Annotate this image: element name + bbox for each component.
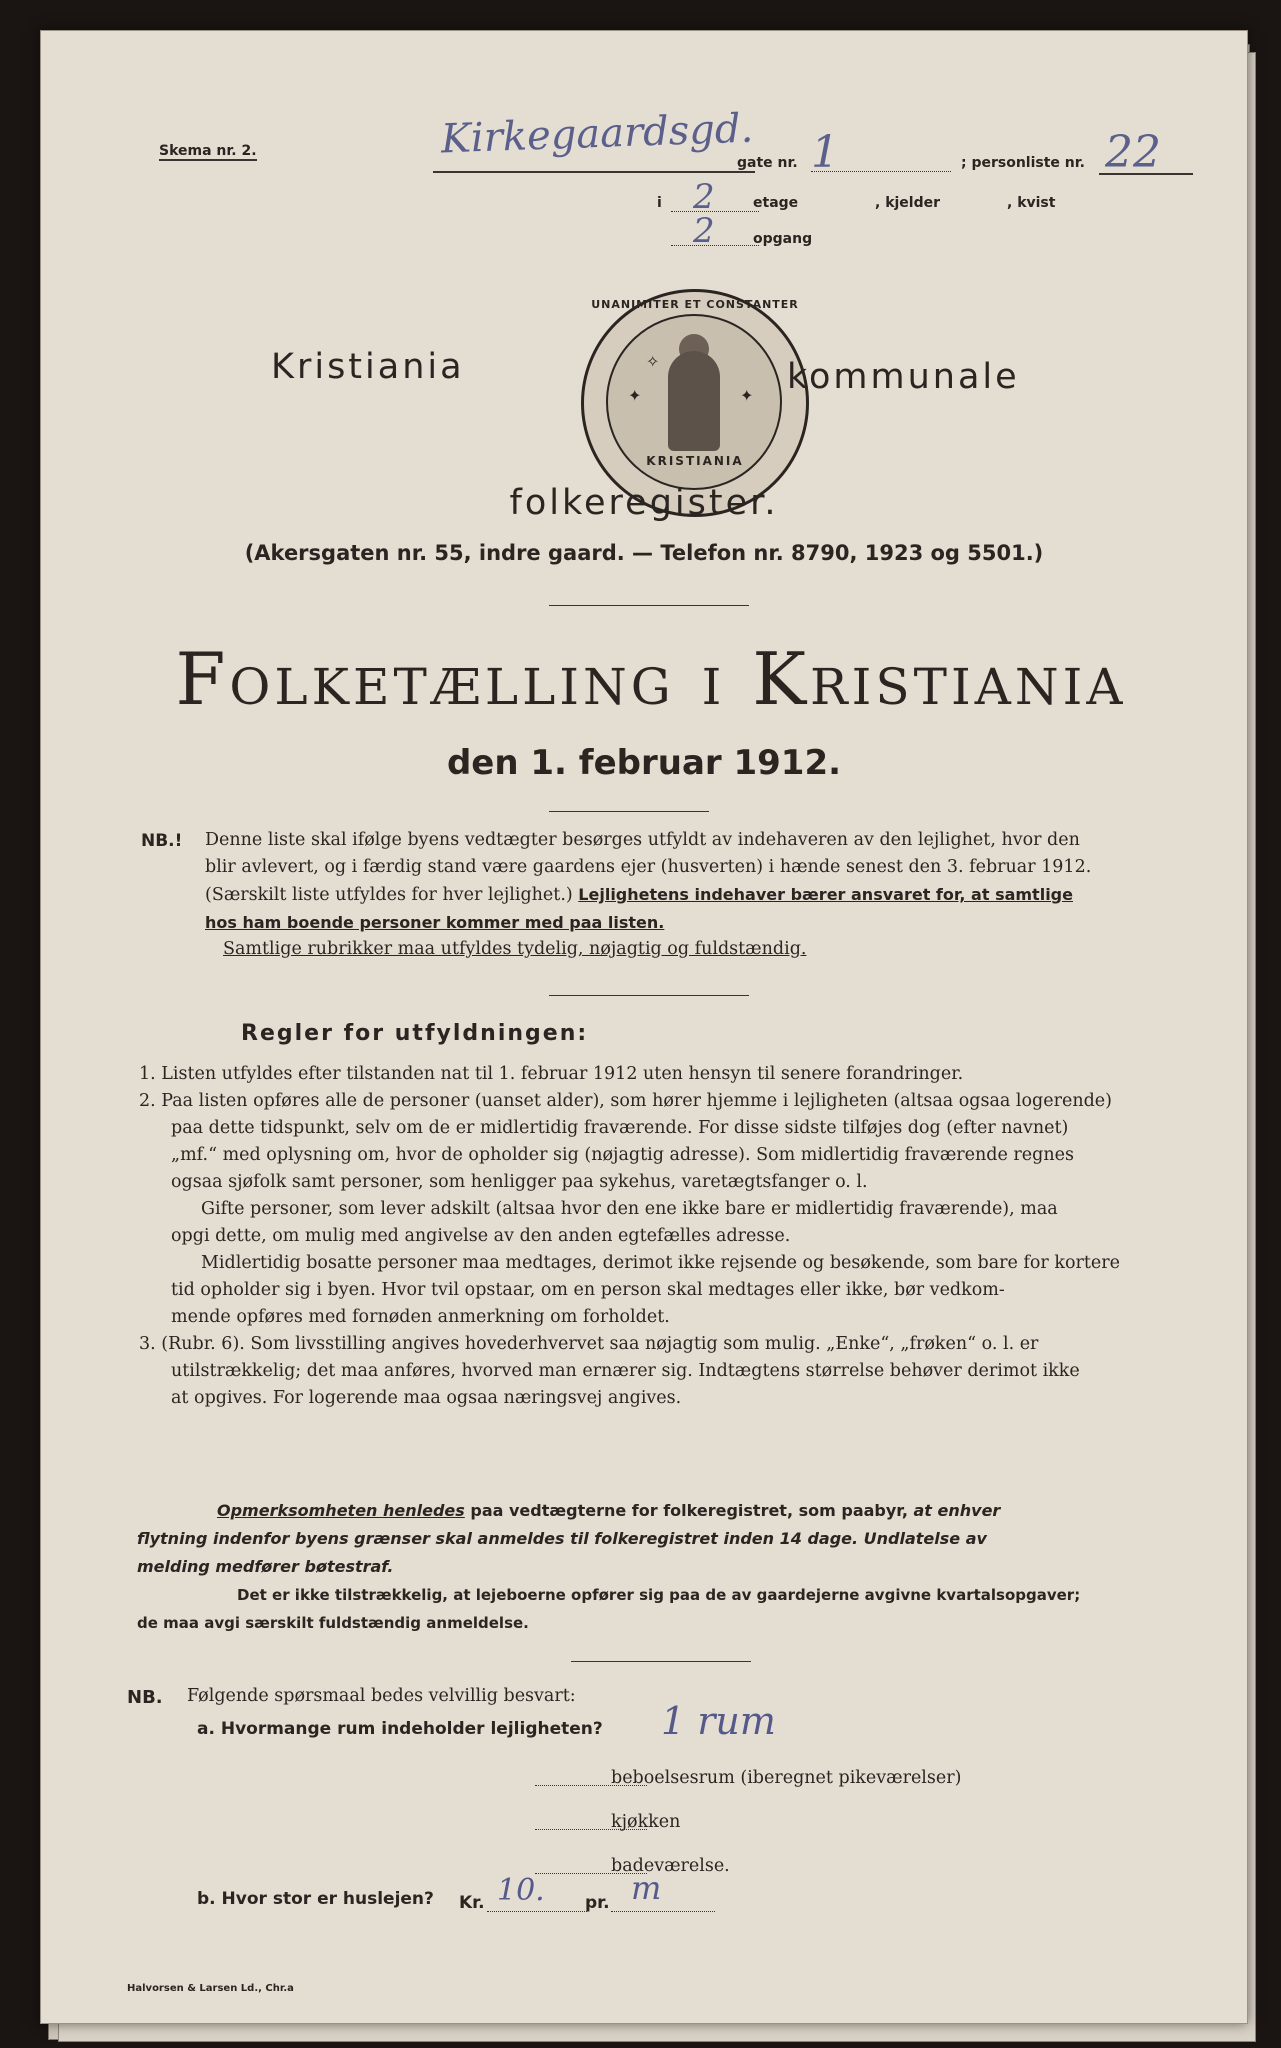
street-line [433, 171, 755, 173]
printer-footer: Halvorsen & Larsen Ld., Chr.a [127, 1983, 294, 1994]
bad-label: badeværelse. [611, 1856, 730, 1876]
question-a: a. Hvormange rum indeholder lejligheten? [197, 1719, 603, 1739]
rule-line: Midlertidig bosatte personer maa medtages, derimot ikke rejsende og besøkende, som bare for kortere [201, 1253, 1120, 1273]
nb1-line3b: Lejlighetens indehaver bærer ansvaret for, at samtlige [578, 885, 1073, 904]
notice-block [137, 1497, 1149, 1637]
opgang-line [671, 245, 759, 246]
pr-line [611, 1911, 715, 1912]
kvist-label: , kvist [1007, 195, 1056, 211]
divider [571, 1661, 751, 1662]
notice-line1a: Opmerksomheten henledes [217, 1501, 465, 1520]
rule-line: at opgives. For logerende maa ogsaa næringsvej angives. [171, 1388, 682, 1408]
seal-figure [668, 351, 720, 451]
kjelder-label: , kjelder [875, 195, 941, 211]
star-icon: ✦ [628, 386, 642, 405]
divider [549, 811, 709, 812]
rule-line: tid opholder sig i byen. Hvor tvil opstaar, om en person skal medtages eller ikke, bør vedkom- [171, 1280, 1005, 1300]
gate-value: 1 [811, 127, 839, 178]
divider [549, 995, 749, 996]
notice-line: Det er ikke tilstrækkelig, at lejeboerne opfører sig paa de av gaardejerne avgivne kvartalsopgaver; [237, 1586, 1081, 1604]
rule-line: opgi dette, om mulig med angivelse av den anden egtefælles adresse. [171, 1226, 791, 1246]
skema-label: Skema nr. 2. [159, 143, 257, 159]
kommunale-word: kommunale [787, 357, 1020, 397]
main-title: Folketælling i Kristiania [175, 637, 1127, 721]
nb1-label: NB.! [141, 831, 183, 851]
address-line: (Akersgaten nr. 55, indre gaard. — Telefon nr. 8790, 1923 og 5501.) [244, 541, 1044, 565]
etage-line [671, 211, 759, 212]
seal-ribbon-text: KRISTIANIA [646, 454, 744, 468]
nb2-intro: Følgende spørsmaal bedes velvillig besvart: [187, 1686, 576, 1706]
rule-line: Gifte personer, som lever adskilt (altsaa hvor den ene ikke bare er midlertidig fraværende), maa [201, 1199, 1058, 1219]
question-b: b. Hvor stor er huslejen? [197, 1889, 434, 1909]
nb2-label: NB. [127, 1687, 163, 1708]
rule-line: ogsaa sjøfolk samt personer, som henligger paa sykehus, varetægtsfanger o. l. [171, 1172, 868, 1192]
etage-value: 2 [693, 177, 715, 217]
nb1-line3a: (Særskilt liste utfyldes for hver lejlighet.) [205, 885, 573, 905]
notice-line1c: at enhver [913, 1501, 1001, 1520]
etage-label: etage [753, 195, 799, 211]
notice-line [137, 1497, 1149, 1525]
nb1-line: hos ham boende personer kommer med paa listen. [205, 913, 665, 932]
pr-label: pr. [585, 1893, 610, 1913]
personliste-label: ; personliste nr. [961, 155, 1085, 171]
star-icon: ✦ [740, 386, 754, 405]
beboelse-label: beboelsesrum (iberegnet pikeværelser) [611, 1768, 962, 1788]
kr-value: 10. [497, 1873, 545, 1908]
personliste-value: 22 [1105, 127, 1161, 178]
notice-line: flytning indenfor byens grænser skal anmeldes til folkeregistret inden 14 dage. Undlatelse av [137, 1529, 987, 1548]
notice-line1b: paa vedtægterne for folkeregistret, som paabyr, [470, 1501, 908, 1520]
rule-line: 3. (Rubr. 6). Som livsstilling angives hovederhvervet saa nøjagtig som mulig. „Enke“, „frøken“ o. l. er [139, 1334, 1039, 1354]
rules-heading: Regler for utfyldningen: [241, 1021, 589, 1046]
nb1-line [205, 881, 1145, 909]
rules-list [139, 1061, 1149, 1412]
kr-line [487, 1911, 587, 1912]
nb1-line: Samtlige rubrikker maa utfyldes tydelig, nøjagtig og fuldstændig. [223, 939, 807, 959]
subtitle-date: den 1. februar 1912. [446, 743, 842, 783]
rule-line: mende opføres med fornøden anmerkning om forholdet. [171, 1307, 670, 1327]
rule-line: 2. Paa listen opføres alle de personer (uanset alder), som hører hjemme i lejligheten (altsaa ogsaa logerende) [139, 1091, 1112, 1111]
notice-line: de maa avgi særskilt fuldstændig anmeldelse. [137, 1614, 529, 1632]
divider [549, 605, 749, 606]
pr-value: m [631, 1869, 662, 1907]
rule-line: paa dette tidspunkt, selv om de er midlertidig fraværende. For disse sidste tilføjes dog (efter navnet) [171, 1118, 1069, 1138]
rule-line: 1. Listen utfyldes efter tilstanden nat til 1. februar 1912 uten hensyn til senere forandringer. [139, 1064, 964, 1084]
rule-line: utilstrækkelig; det maa anføres, hvorved man ernærer sig. Indtægtens størrelse behøver derimot ikke [171, 1361, 1080, 1381]
folkeregister-word: folkeregister. [509, 483, 779, 523]
answer-rooms: 1 rum [661, 1699, 776, 1743]
nb1-line: blir avlevert, og i færdig stand være gaardens ejer (husverten) i hænde senest den 3. februar 1912. [205, 857, 1092, 877]
rule-line: „mf.“ med oplysning om, hvor de opholder sig (nøjagtig adresse). Som midlertidig fraværende regnes [171, 1145, 1074, 1165]
opgang-value: 2 [693, 211, 715, 251]
nb1-line: Denne liste skal ifølge byens vedtægter besørges utfyldt av indehaveren av den lejlighet, hvor den [205, 830, 1080, 850]
notice-line: melding medfører bøtestraf. [137, 1557, 394, 1576]
i-label: i [657, 195, 662, 211]
kjokken-label: kjøkken [611, 1812, 681, 1832]
kristiania-word: Kristiania [271, 347, 465, 387]
nb1-text [205, 827, 1145, 963]
opgang-label: opgang [753, 231, 813, 247]
document-page [40, 30, 1248, 2024]
kr-label: Kr. [459, 1893, 485, 1913]
seal-motto: UNANIMITER ET CONSTANTER [591, 298, 799, 311]
star-icon: ✧ [646, 352, 660, 371]
gate-label: gate nr. [737, 155, 798, 171]
street-handwritten: Kirkegaardsgd. [440, 105, 754, 163]
